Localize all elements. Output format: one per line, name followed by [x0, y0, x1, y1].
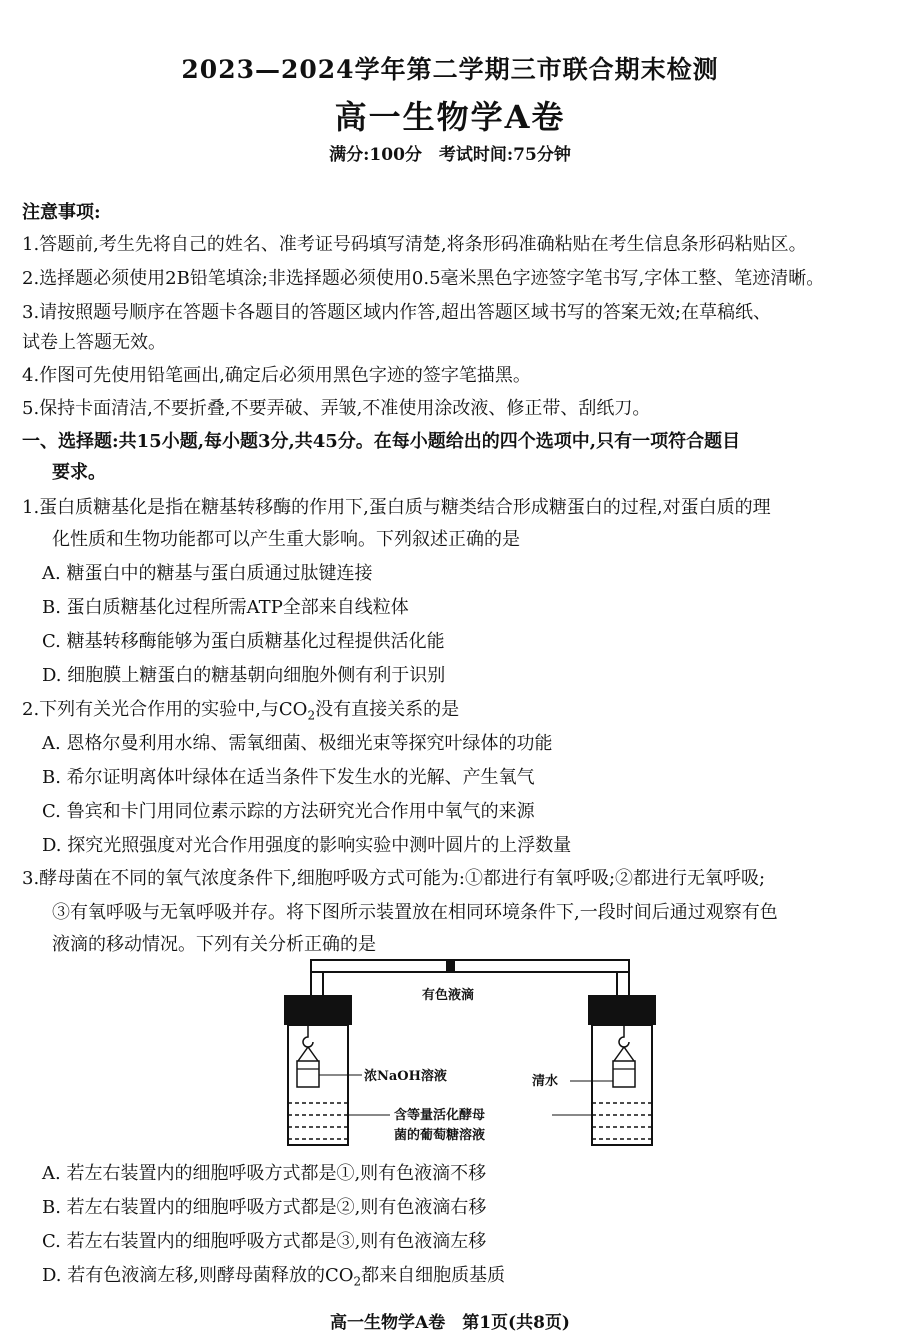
q1-stem: 1.蛋白质糖基化是指在糖基转移酶的作用下,蛋白质与糖类结合形成糖蛋白的过程,对蛋白质的理	[22, 497, 771, 518]
q3-option-d-prefix: D. 若有色液滴左移,则酵母菌释放的CO	[42, 1265, 354, 1286]
notice-item-2: 2.选择题必须使用2B铅笔填涂;非选择题必须使用0.5毫米黑色字迹签字笔书写,字体工整、笔迹清晰。	[22, 268, 825, 289]
right-bottle-stopper	[588, 995, 656, 1025]
q2-option-b: B. 希尔证明离体叶绿体在适当条件下发生水的光解、产生氧气	[42, 767, 535, 788]
q3-stem: 3.酵母菌在不同的氧气浓度条件下,细胞呼吸方式可能为:①都进行有氧呼吸;②都进行无氧呼吸;	[22, 868, 766, 889]
left-bottle-stopper	[284, 995, 352, 1025]
label-yeast-solution-2: 菌的葡萄糖溶液	[394, 1128, 486, 1143]
q1-option-d: D. 细胞膜上糖蛋白的糖基朝向细胞外侧有利于识别	[42, 665, 446, 686]
notice-item-4: 4.作图可先使用铅笔画出,确定后必须用黑色字迹的签字笔描黑。	[22, 365, 531, 386]
page-footer: 高一生物学A卷 第1页(共8页)	[330, 1313, 570, 1333]
q1-stem-cont: 化性质和生物功能都可以产生重大影响。下列叙述正确的是	[52, 529, 520, 550]
q2-stem	[22, 697, 882, 729]
q3-option-a: A. 若左右装置内的细胞呼吸方式都是①,则有色液滴不移	[42, 1163, 487, 1184]
connecting-tube	[311, 960, 629, 972]
q2-option-d: D. 探究光照强度对光合作用强度的影响实验中测叶圆片的上浮数量	[42, 835, 572, 856]
q3-stem-cont-2: 液滴的移动情况。下列有关分析正确的是	[52, 934, 376, 955]
notice-heading: 注意事项:	[22, 202, 101, 223]
q2-option-c: C. 鲁宾和卡门用同位素示踪的方法研究光合作用中氧气的来源	[42, 801, 535, 822]
q2-stem-suffix: 没有直接关系的是	[315, 699, 460, 720]
score-and-time: 满分:100分 考试时间:75分钟	[329, 145, 571, 165]
q3-option-d-subscript: 2	[353, 1274, 362, 1289]
q3-option-d	[42, 1263, 882, 1295]
right-hanger	[614, 1047, 634, 1061]
exam-title: 2023—2024学年第二学期三市联合期末检测	[181, 55, 719, 84]
q3-option-c: C. 若左右装置内的细胞呼吸方式都是③,则有色液滴左移	[42, 1231, 487, 1252]
q2-stem-subscript: 2	[307, 708, 316, 723]
respiration-apparatus-diagram	[270, 955, 670, 1155]
section-1-heading: 一、选择题:共15小题,每小题3分,共45分。在每小题给出的四个选项中,只有一项符合题目	[22, 431, 741, 452]
exam-subject-title: 高一生物学A卷	[334, 98, 566, 136]
q1-option-a: A. 糖蛋白中的糖基与蛋白质通过肽键连接	[42, 563, 373, 584]
label-colored-droplet: 有色液滴	[422, 988, 475, 1003]
left-naoh-cup	[297, 1061, 319, 1087]
q3-option-d-suffix: 都来自细胞质基质	[361, 1265, 506, 1286]
right-water-cup	[613, 1061, 635, 1087]
notice-item-3-cont: 试卷上答题无效。	[22, 332, 166, 353]
section-1-heading-cont: 要求。	[52, 462, 106, 483]
left-hanger	[298, 1047, 318, 1061]
left-hook	[303, 1025, 313, 1047]
label-naoh-solution: 浓NaOH溶液	[364, 1069, 447, 1084]
right-hook	[619, 1025, 629, 1047]
label-yeast-solution-1: 含等量活化酵母	[394, 1108, 486, 1123]
q1-option-b: B. 蛋白质糖基化过程所需ATP全部来自线粒体	[42, 597, 409, 618]
notice-item-1: 1.答题前,考生先将自己的姓名、准考证号码填写清楚,将条形码准确粘贴在考生信息条形码粘贴区。	[22, 234, 807, 255]
notice-item-3: 3.请按照题号顺序在答题卡各题目的答题区域内作答,超出答题区域书写的答案无效;在草稿纸、	[22, 302, 771, 323]
q2-stem-prefix: 2.下列有关光合作用的实验中,与CO	[22, 699, 308, 720]
notice-item-5: 5.保持卡面清洁,不要折叠,不要弄破、弄皱,不准使用涂改液、修正带、刮纸刀。	[22, 398, 651, 419]
q2-option-a: A. 恩格尔曼利用水绵、需氧细菌、极细光束等探究叶绿体的功能	[42, 733, 553, 754]
q3-option-b: B. 若左右装置内的细胞呼吸方式都是②,则有色液滴右移	[42, 1197, 487, 1218]
q1-option-c: C. 糖基转移酶能够为蛋白质糖基化过程提供活化能	[42, 631, 445, 652]
label-clear-water: 清水	[532, 1074, 559, 1089]
q3-stem-cont-1: ③有氧呼吸与无氧呼吸并存。将下图所示装置放在相同环境条件下,一段时间后通过观察有色	[52, 902, 778, 923]
colored-droplet	[446, 959, 455, 973]
